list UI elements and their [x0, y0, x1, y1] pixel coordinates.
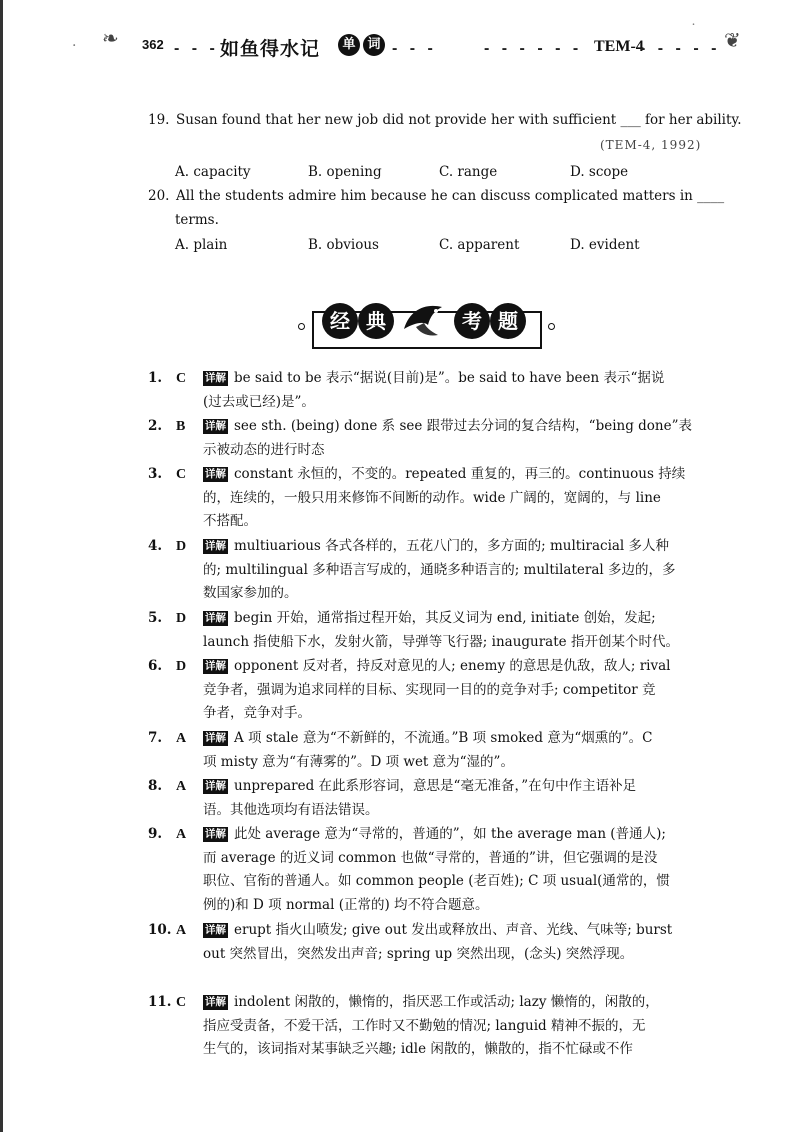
page-number: 362 — [142, 37, 164, 52]
question-number: 20. — [148, 188, 170, 204]
explanation-text: 的; multilingual 多种语言写成的，通晓多种语言的; multilateral 多边的，多 — [203, 561, 676, 578]
exam-label: TEM-4 — [594, 38, 644, 55]
question-text-continued: terms. — [175, 212, 219, 228]
option: A. capacity — [175, 164, 251, 180]
book-title: 如鱼得水记 — [220, 38, 321, 60]
explanation-text: unprepared 在此系形容词，意思是“毫无准备，”在句中作主语补足 — [234, 778, 637, 794]
question-text: All the students admire him because he can discuss complicated matters in ____ — [176, 188, 725, 204]
answer-key: D — [176, 659, 187, 674]
explanation-line — [203, 631, 718, 655]
option: D. evident — [570, 237, 640, 253]
answer-item — [148, 655, 718, 726]
explanation-text: 数国家参加的。 — [203, 585, 298, 601]
explanation-text: multiuarious 各式各样的，五花八门的，多方面的; multiracial 多人种 — [234, 538, 670, 554]
answer-explanation — [203, 823, 718, 917]
explanation-line — [203, 415, 718, 439]
title-circled-char: 单 — [338, 34, 360, 56]
question-number: 19. — [148, 112, 170, 128]
banner-char: 典 — [358, 303, 394, 339]
option: A. plain — [175, 237, 228, 253]
banner-dot — [548, 323, 555, 330]
ornament-icon: ❧ — [102, 26, 119, 50]
explanation-text: be said to be 表示“据说(目前)是”。be said to have been 表示“据说 — [234, 370, 665, 386]
explanation-line — [203, 655, 718, 679]
explanation-line — [203, 510, 718, 534]
explanation-line — [203, 1015, 718, 1039]
answer-key: B — [176, 419, 186, 434]
answer-item — [148, 775, 718, 822]
answer-item — [148, 919, 718, 966]
explanation-tag: 详解 — [205, 468, 226, 480]
answer-key: C — [176, 467, 187, 482]
answer-key: C — [176, 995, 187, 1010]
answer-item — [148, 415, 718, 462]
banner-frame-right — [540, 311, 542, 349]
answer-item — [148, 727, 718, 774]
banner-char: 经 — [322, 303, 358, 339]
question-text: Susan found that her new job did not provide her with sufficient ___ for her ability. — [176, 112, 742, 128]
explanation-text: 争者，竞争对手。 — [203, 705, 311, 721]
explanation-line — [203, 463, 718, 487]
explanation-text: 生气的，该词指对某事缺乏兴趣; idle 闲散的，懒散的，指不忙碌或不作 — [203, 1041, 633, 1057]
explanation-text: 竞争者，强调为追求同样的目标、实现同一目的的竞争对手; competitor 竞 — [203, 681, 656, 698]
page-header — [102, 26, 741, 62]
explanation-line — [203, 607, 718, 631]
explanation-text: 例的)和 D 项 normal (正常的) 均不符合题意。 — [203, 896, 489, 913]
explanation-text: 职位、官衔的普通人。如 common people (老百姓); C 项 usual(通常的，惯 — [203, 873, 670, 889]
explanation-text: 项 misty 意为“有薄雾的”。D 项 wet 意为“湿的”。 — [203, 753, 514, 770]
answer-explanation — [203, 775, 718, 822]
answer-key: A — [176, 827, 187, 842]
answer-number: 11. — [148, 994, 172, 1010]
explanation-line — [203, 702, 718, 726]
explanation-text: constant 永恒的，不变的。repeated 重复的，再三的。continuous 持续 — [234, 466, 686, 482]
explanation-line — [203, 487, 718, 511]
answer-explanation — [203, 727, 718, 774]
banner-frame-left — [312, 311, 314, 349]
explanation-text: 而 average 的近义词 common 也做“寻常的，普通的”讲，但它强调的是没 — [203, 849, 658, 866]
answer-key: A — [176, 731, 187, 746]
explanation-text: (过去或已经)是”。 — [203, 393, 315, 410]
header-dashes: - - - — [174, 40, 219, 57]
explanation-line — [203, 823, 718, 847]
explanation-tag: 详解 — [205, 732, 226, 744]
answer-key: A — [176, 779, 187, 794]
explanation-line — [203, 439, 718, 463]
explanation-text: 语。其他选项均有语法错误。 — [203, 801, 379, 818]
explanation-text: A 项 stale 意为“不新鲜的，不流通。”B 项 smoked 意为“烟熏的”。C — [234, 730, 653, 746]
explanation-tag: 详解 — [205, 612, 226, 624]
answer-explanation — [203, 607, 718, 654]
explanation-line — [203, 582, 718, 606]
banner-char: 考 — [454, 303, 490, 339]
explanation-tag: 详解 — [205, 540, 226, 552]
explanation-text: erupt 指火山喷发; give out 发出或释放出、声音、光线、气味等; burst — [234, 922, 673, 938]
explanation-text: 此处 average 意为“寻常的，普通的”，如 the average man (普通人); — [234, 826, 666, 842]
answer-number: 5. — [148, 610, 163, 626]
explanation-line — [203, 919, 718, 943]
explanation-text: 示被动态的进行时态 — [203, 441, 325, 458]
answer-item — [148, 367, 718, 414]
option: D. scope — [570, 164, 629, 180]
answer-explanation — [203, 991, 718, 1062]
ornament-icon: ❦ — [724, 28, 741, 52]
header-dashes: - - - - - - — [484, 40, 583, 57]
explanation-line — [203, 894, 718, 918]
explanation-line — [203, 991, 718, 1015]
answer-number: 8. — [148, 778, 163, 794]
banner-char: 题 — [490, 303, 526, 339]
answer-item — [148, 991, 718, 1062]
explanation-text: 指应受责备，不爱干活，工作时又不勤勉的情况; languid 精神不振的，无 — [203, 1017, 646, 1034]
explanation-text: 的，连续的，一般只用来修饰不间断的动作。wide 广阔的，宽阔的，与 line — [203, 489, 661, 506]
answer-item — [148, 607, 718, 654]
answer-explanation — [203, 655, 718, 726]
explanation-tag: 详解 — [205, 660, 226, 672]
explanation-line — [203, 943, 718, 967]
explanation-line — [203, 559, 718, 583]
title-circled-char: 词 — [363, 34, 385, 56]
explanation-line — [203, 847, 718, 871]
explanation-line — [203, 535, 718, 559]
answer-item — [148, 535, 718, 606]
answer-item — [148, 463, 718, 534]
answer-explanation — [203, 463, 718, 534]
explanation-line — [203, 391, 718, 415]
banner-dot — [298, 323, 305, 330]
answer-number: 10. — [148, 922, 172, 938]
answer-key: D — [176, 611, 187, 626]
answer-explanation — [203, 367, 718, 414]
section-banner — [296, 297, 558, 351]
header-dashes: - - - — [392, 40, 437, 57]
scan-speck: ˙ — [690, 22, 697, 38]
explanation-text: out 突然冒出，突然发出声音; spring up 突然出现，(念头) 突然浮现。 — [203, 945, 634, 962]
answer-item — [148, 823, 718, 917]
explanation-line — [203, 799, 718, 823]
explanation-line — [203, 367, 718, 391]
answer-explanation — [203, 535, 718, 606]
explanation-text: opponent 反对者，持反对意见的人; enemy 的意思是仇敌，敌人; rival — [234, 658, 671, 674]
explanation-line — [203, 751, 718, 775]
explanation-text: see sth. (being) done 系 see 跟带过去分词的复合结构，“being done”表 — [234, 418, 693, 434]
answer-explanation — [203, 415, 718, 462]
option: B. opening — [308, 164, 382, 180]
explanation-line — [203, 1038, 718, 1062]
explanation-tag: 详解 — [205, 420, 226, 432]
answer-explanation — [203, 919, 718, 966]
answer-key: D — [176, 539, 187, 554]
question-source: (TEM-4, 1992) — [600, 138, 702, 152]
explanation-text: begin 开始，通常指过程开始，其反义词为 end, initiate 创始，发起; — [234, 610, 656, 626]
answer-number: 6. — [148, 658, 163, 674]
answer-number: 7. — [148, 730, 163, 746]
answer-number: 3. — [148, 466, 163, 482]
answer-number: 4. — [148, 538, 163, 554]
explanation-text: indolent 闲散的，懒惰的，指厌恶工作或活动; lazy 懒惰的，闲散的， — [234, 994, 659, 1010]
answer-number: 1. — [148, 370, 163, 386]
explanation-tag: 详解 — [205, 780, 226, 792]
explanation-text: launch 指使船下水，发射火箭，导弹等飞行器; inaugurate 指开创某个时代。 — [203, 633, 679, 650]
explanation-tag: 详解 — [205, 996, 226, 1008]
explanation-line — [203, 679, 718, 703]
scan-edge — [0, 0, 3, 1132]
explanation-line — [203, 870, 718, 894]
header-dashes: - - - - - — [640, 40, 721, 57]
option: C. range — [439, 164, 498, 180]
explanation-line — [203, 727, 718, 751]
answer-number: 9. — [148, 826, 163, 842]
answer-number: 2. — [148, 418, 163, 434]
scan-speck: · — [72, 38, 77, 54]
bird-icon — [400, 299, 446, 343]
explanation-tag: 详解 — [205, 372, 226, 384]
option: B. obvious — [308, 237, 379, 253]
explanation-tag: 详解 — [205, 924, 226, 936]
answer-key: A — [176, 923, 187, 938]
explanation-text: 不搭配。 — [203, 513, 257, 529]
explanation-tag: 详解 — [205, 828, 226, 840]
option: C. apparent — [439, 237, 520, 253]
explanation-line — [203, 775, 718, 799]
answer-key: C — [176, 371, 187, 386]
